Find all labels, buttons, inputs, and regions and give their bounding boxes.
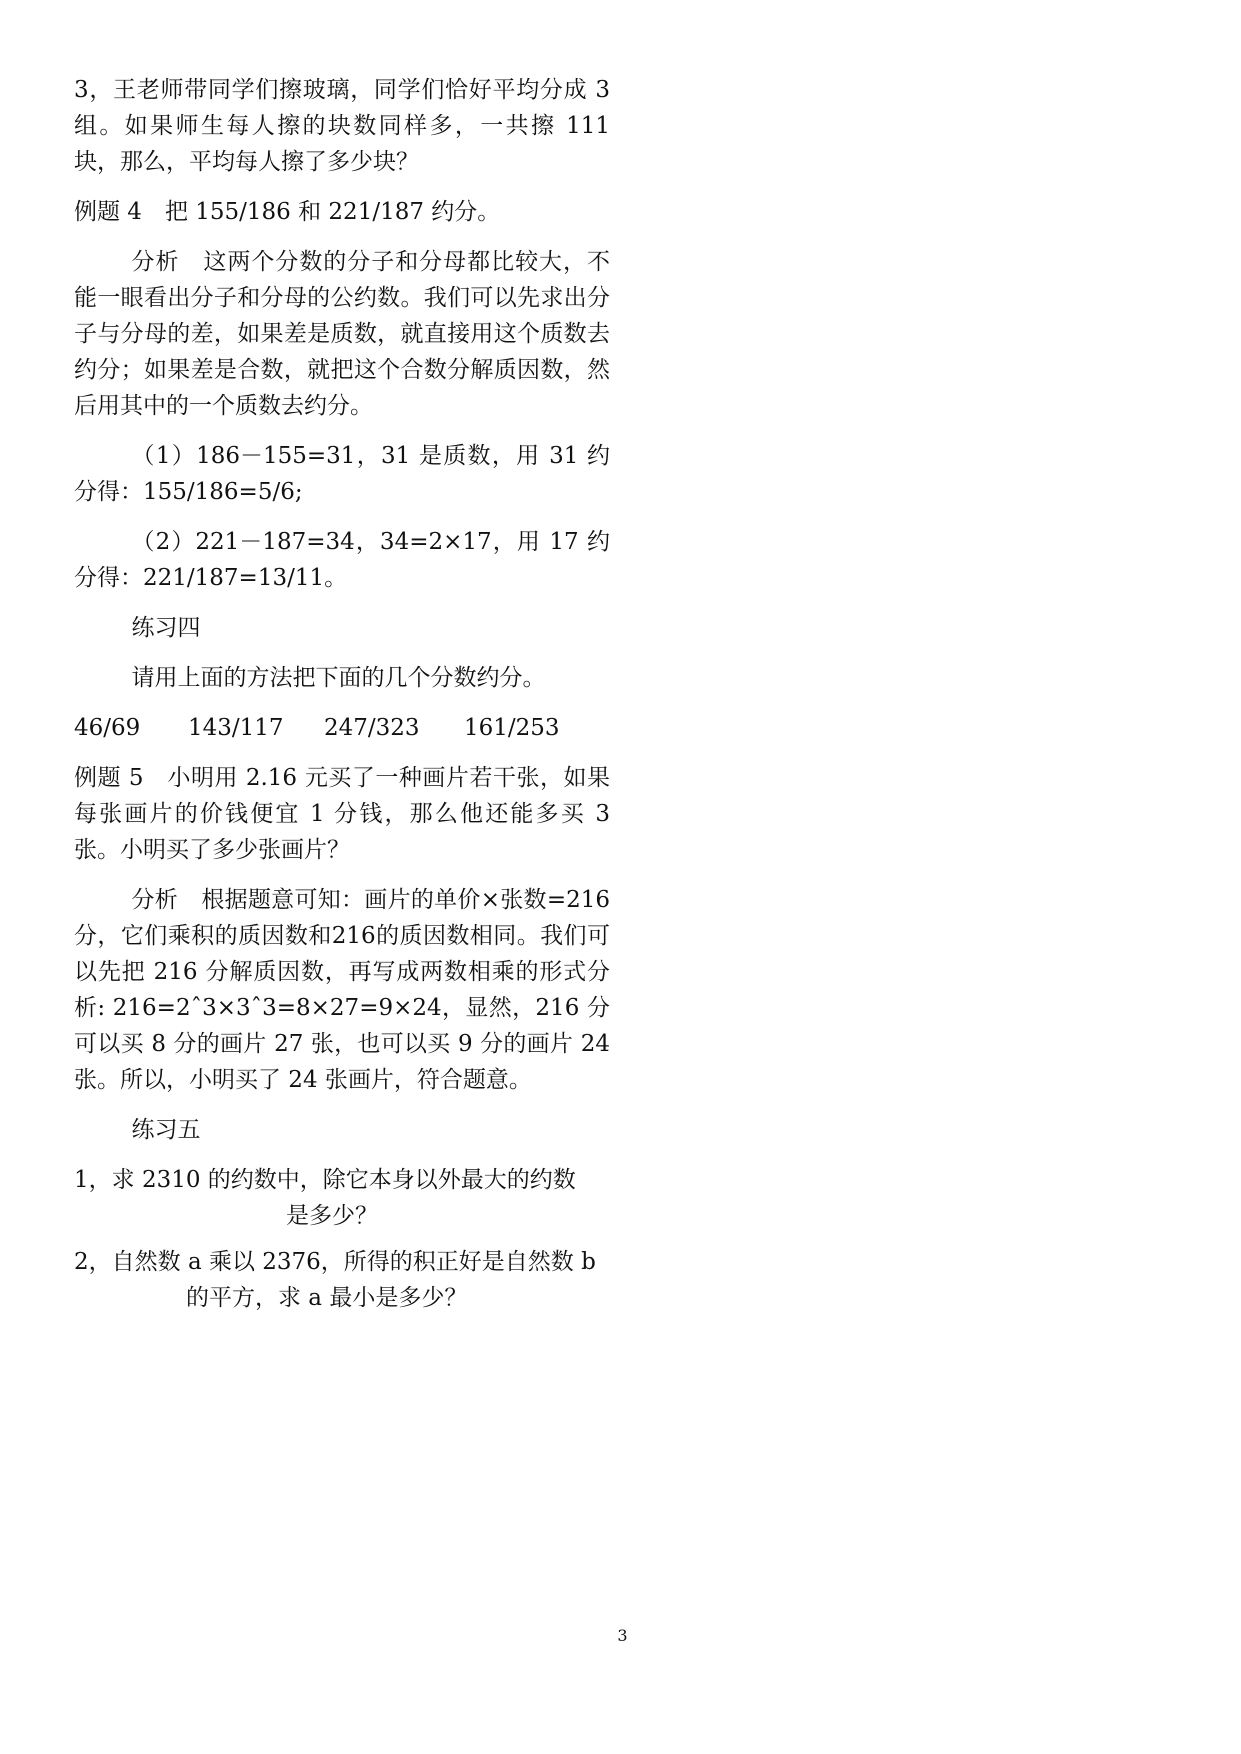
question-2-line-1: 2，自然数 a 乘以 2376，所得的积正好是自然数 b — [74, 1249, 596, 1275]
question-2-line-2: 的平方，求 a 最小是多少？ — [186, 1285, 468, 1311]
example-4-analysis: 分析 这两个分数的分子和分母都比较大，不能一眼看出分子和分母的公约数。我们可以先求出分子与分母的差，如果差是质数，就直接用这个质数去约分；如果差是合数，就把这个合数分解质因数，然后用其中的一个质数去约分。 — [74, 249, 610, 419]
exercise-5-question-2 — [74, 1244, 610, 1316]
exercise-4-fraction-list — [74, 710, 610, 746]
example-4-heading: 例题 4 把 155/186 和 221/187 约分。 — [74, 199, 501, 225]
question-1-line-1: 1，求 2310 的约数中，除它本身以外最大的约数 — [74, 1167, 576, 1193]
exercise-4-instruction: 请用上面的方法把下面的几个分数约分。 — [131, 665, 546, 691]
text-column — [74, 72, 610, 1326]
fraction-item: 161/253 — [464, 715, 560, 741]
example-4-step-2: （2）221－187=34，34=2×17，用 17 约分得：221/187=13/11。 — [74, 529, 610, 591]
fraction-item: 46/69 — [74, 715, 141, 741]
problem-3-text: 3，王老师带同学们擦玻璃，同学们恰好平均分成 3 组。如果师生每人擦的块数同样多，一共擦 111 块，那么，平均每人擦了多少块？ — [74, 77, 610, 175]
question-1-line-2: 是多少？ — [286, 1203, 378, 1229]
fraction-item: 143/117 — [188, 715, 284, 741]
fraction-item: 247/323 — [324, 715, 420, 741]
example-5-analysis: 分析 根据题意可知：画片的单价×张数=216分，它们乘积的质因数和216的质因数相同。我们可以先把 216 分解质因数，再写成两数相乘的形式分析: 216=2ˆ3×3ˆ3=8×27=9×24，显然，216 分可以买 8 分的画片 27 张，也可以买 9 分的画片 24 张。所以，小明买了 24 张画片，符合题意。 — [74, 887, 610, 1093]
page-number-text: 3 — [617, 1626, 628, 1645]
exercise-4-title: 练习四 — [131, 615, 201, 641]
page-number — [0, 1626, 1241, 1645]
exercise-5-question-1 — [74, 1162, 610, 1234]
example-4-step-1: （1）186－155=31，31 是质数，用 31 约分得：155/186=5/6; — [74, 443, 610, 505]
exercise-5-title: 练习五 — [131, 1117, 201, 1143]
example-5-heading: 例题 5 小明用 2.16 元买了一种画片若干张，如果每张画片的价钱便宜 1 分钱，那么他还能多买 3 张。小明买了多少张画片？ — [74, 765, 610, 863]
